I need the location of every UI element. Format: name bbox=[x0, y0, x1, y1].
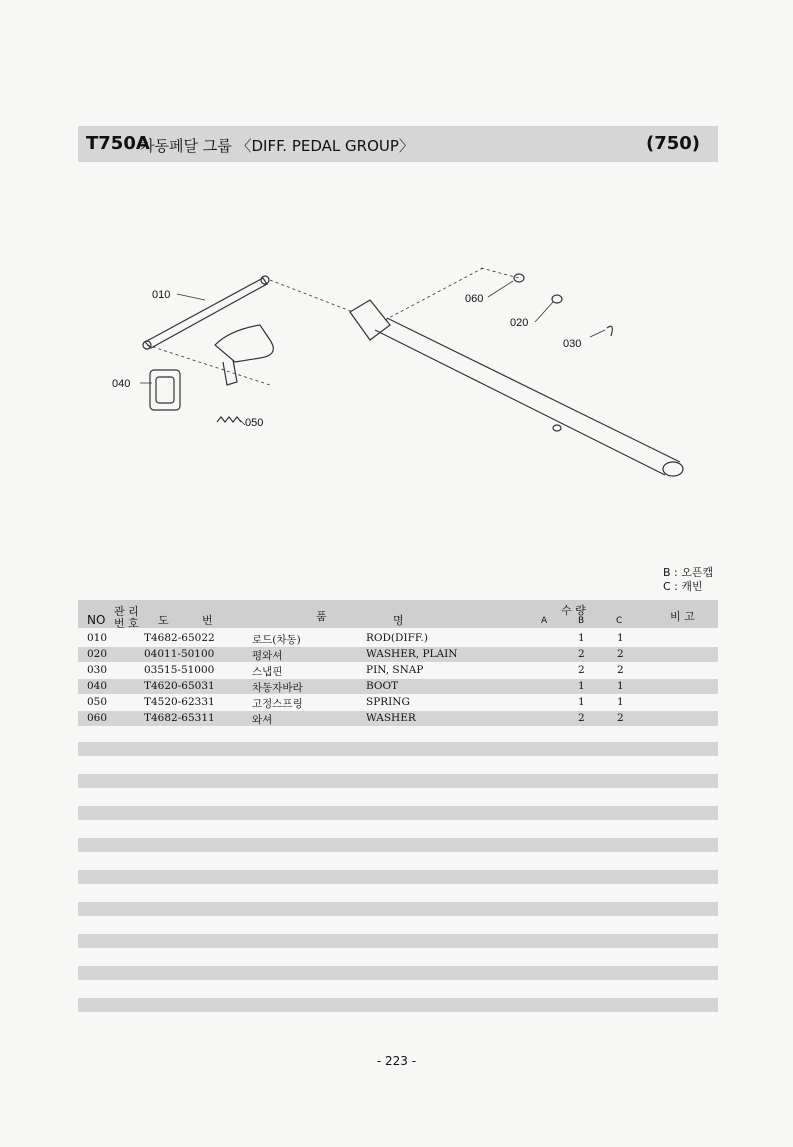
col-mgmt-1: 관 리 bbox=[114, 605, 139, 618]
col-drawing-2: 번 bbox=[202, 614, 213, 627]
cell-c: 2 bbox=[617, 664, 624, 676]
empty-row bbox=[78, 966, 718, 980]
col-no: NO bbox=[87, 613, 106, 627]
snap-pin-030 bbox=[607, 326, 612, 336]
cell-c: 1 bbox=[617, 680, 624, 692]
table-row bbox=[78, 647, 718, 662]
col-drawing-1: 도 bbox=[158, 614, 169, 627]
legend bbox=[663, 566, 713, 594]
cell-en: PIN, SNAP bbox=[366, 664, 424, 676]
group-name: 차동페달 그룹 〈DIFF. PEDAL GROUP〉 bbox=[140, 137, 414, 155]
col-remark: 비 고 bbox=[670, 610, 695, 623]
empty-row bbox=[78, 806, 718, 820]
cell-no: 050 bbox=[87, 696, 108, 708]
col-a: A bbox=[541, 616, 548, 626]
cell-c: 2 bbox=[617, 712, 624, 724]
cell-kr: 와셔 bbox=[252, 714, 273, 726]
cell-en: ROD(DIFF.) bbox=[366, 632, 428, 644]
col-b: B bbox=[578, 616, 585, 626]
legend-c: C : 캐빈 bbox=[663, 580, 703, 593]
table-row bbox=[78, 663, 718, 678]
cell-b: 2 bbox=[578, 712, 585, 724]
washer-060 bbox=[514, 274, 524, 282]
pedal-bracket bbox=[215, 325, 273, 362]
callout-label: 060 bbox=[465, 293, 484, 305]
cell-part: T4520-62331 bbox=[144, 696, 215, 708]
cell-en: SPRING bbox=[366, 696, 410, 708]
table-header bbox=[78, 600, 718, 628]
cell-c: 2 bbox=[617, 648, 624, 660]
cell-en: WASHER, PLAIN bbox=[366, 648, 458, 660]
empty-row bbox=[78, 998, 718, 1012]
cell-b: 1 bbox=[578, 696, 585, 708]
callout-label: 010 bbox=[152, 289, 171, 301]
cell-no: 030 bbox=[87, 664, 108, 676]
cell-part: 04011-50100 bbox=[144, 648, 215, 660]
cell-kr: 평와셔 bbox=[252, 650, 283, 662]
col-qty: 수 량 bbox=[561, 604, 586, 617]
empty-row bbox=[78, 902, 718, 916]
cell-b: 2 bbox=[578, 664, 585, 676]
group-ref: (750) bbox=[645, 133, 700, 154]
cell-b: 1 bbox=[578, 632, 585, 644]
parts-diagram bbox=[95, 250, 715, 510]
spring-part bbox=[217, 417, 241, 422]
table-row bbox=[78, 679, 718, 694]
cell-kr: 로드(차동) bbox=[252, 634, 301, 646]
cell-part: T4682-65022 bbox=[144, 632, 215, 644]
cell-kr: 스냅핀 bbox=[252, 666, 283, 678]
col-mgmt-2: 번 호 bbox=[114, 617, 139, 630]
cell-kr: 차동자바라 bbox=[252, 682, 303, 694]
cell-en: BOOT bbox=[366, 680, 399, 692]
cell-c: 1 bbox=[617, 632, 624, 644]
title-bar bbox=[78, 126, 718, 162]
empty-row bbox=[78, 774, 718, 788]
boot-part bbox=[150, 370, 180, 410]
cell-en: WASHER bbox=[366, 712, 416, 724]
page-number: - 223 - bbox=[376, 1054, 417, 1068]
col-name-2: 명 bbox=[393, 614, 404, 627]
cell-part: T4620-65031 bbox=[144, 680, 215, 692]
table-row bbox=[78, 631, 718, 646]
washer-020 bbox=[552, 295, 562, 303]
cell-b: 2 bbox=[578, 648, 585, 660]
cell-no: 040 bbox=[87, 680, 108, 692]
legend-b: B : 오픈캡 bbox=[663, 566, 714, 579]
group-code: T750A bbox=[86, 133, 150, 154]
col-name-1: 품 bbox=[316, 610, 327, 623]
callout-label: 050 bbox=[245, 417, 264, 429]
empty-row bbox=[78, 934, 718, 948]
empty-row bbox=[78, 742, 718, 756]
table-row bbox=[78, 695, 718, 710]
table-row bbox=[78, 711, 718, 726]
cell-part: 03515-51000 bbox=[144, 664, 215, 676]
callout-label: 030 bbox=[563, 338, 582, 350]
cell-b: 1 bbox=[578, 680, 585, 692]
cell-no: 010 bbox=[87, 632, 108, 644]
cell-kr: 고정스프링 bbox=[252, 698, 303, 710]
cell-no: 020 bbox=[87, 648, 108, 660]
empty-row bbox=[78, 838, 718, 852]
callout-label: 020 bbox=[510, 317, 529, 329]
cell-no: 060 bbox=[87, 712, 108, 724]
cell-part: T4682-65311 bbox=[144, 712, 215, 724]
col-c: C bbox=[616, 616, 623, 626]
callout-label: 040 bbox=[112, 378, 131, 390]
empty-row bbox=[78, 870, 718, 884]
cell-c: 1 bbox=[617, 696, 624, 708]
